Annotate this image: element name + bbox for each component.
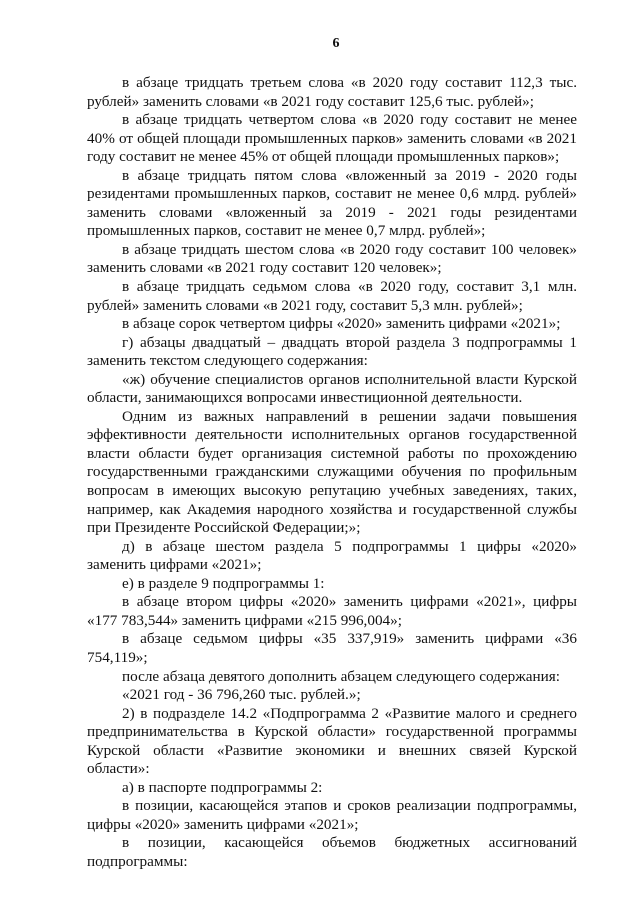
paragraph-1: в абзаце тридцать третьем слова «в 2020 году составит 112,3 тыс. рублей» заменить словами «в 2021 году составит 125,6 тыс. рублей»; bbox=[87, 74, 577, 110]
paragraph-6: в абзаце сорок четвертом цифры «2020» заменить цифрами «2021»; bbox=[122, 315, 561, 333]
paragraph-14: после абзаца девятого дополнить абзацем следующего содержания: bbox=[122, 667, 560, 685]
paragraph-5: в абзаце тридцать седьмом слова «в 2020 году, составит 3,1 млн. рублей» заменить словами «в 2021 году, составит 5,3 млн. рублей»; bbox=[87, 278, 577, 314]
paragraph-11: е) в разделе 9 подпрограммы 1: bbox=[122, 574, 325, 592]
paragraph-3: в абзаце тридцать пятом слова «вложенный за 2019 - 2020 годы резидентами промышленных парков, составит не менее 0,6 млрд. рублей» заменить словами «вложенный за 2019 - 2021 годы резидентами промышленных парков, составит не менее 0,7 млрд. рублей»; bbox=[87, 166, 577, 240]
paragraph-9: Одним из важных направлений в решении задачи повышения эффективности деятельности исполнительных органов государственной власти области будет организация системной работы по прохождению государственными гражданскими служащими обучения по профильным вопросам в имеющих высокую репутацию учебных заведениях, таких, например, как Академия народного хозяйства и государственной службы при Президенте Российской Федерации;»; bbox=[87, 407, 577, 537]
paragraph-16: 2) в подразделе 14.2 «Подпрограмма 2 «Развитие малого и среднего предпринимательства в Курской области» государственной программы Курской области «Развитие экономики и внешних связей Курской области»: bbox=[87, 704, 577, 778]
paragraph-19: в позиции, касающейся объемов бюджетных ассигнований подпрограммы: bbox=[87, 834, 577, 870]
paragraph-8: «ж) обучение специалистов органов исполнительной власти Курской области, занимающихся вопросами инвестиционной деятельности. bbox=[87, 370, 577, 407]
paragraph-7: г) абзацы двадцатый – двадцать второй раздела 3 подпрограммы 1 заменить текстом следующего содержания: bbox=[87, 333, 577, 370]
paragraph-13: в абзаце седьмом цифры «35 337,919» заменить цифрами «36 754,119»; bbox=[87, 630, 577, 666]
paragraph-2: в абзаце тридцать четвертом слова «в 2020 году составит не менее 40% от общей площади промышленных парков» заменить словами «в 2021 году составит не менее 45% от общей площади промышленных парков»; bbox=[87, 111, 577, 166]
page-number: 6 bbox=[332, 36, 340, 51]
paragraph-15: «2021 год - 36 796,260 тыс. рублей.»; bbox=[122, 686, 361, 704]
paragraph-10: д) в абзаце шестом раздела 5 подпрограммы 1 цифры «2020» заменить цифрами «2021»; bbox=[87, 537, 577, 574]
paragraph-4: в абзаце тридцать шестом слова «в 2020 году составит 100 человек» заменить словами «в 2021 году составит 120 человек»; bbox=[87, 240, 577, 277]
paragraph-18: в позиции, касающейся этапов и сроков реализации подпрограммы, цифры «2020» заменить цифрами «2021»; bbox=[87, 797, 577, 833]
paragraph-12: в абзаце втором цифры «2020» заменить цифрами «2021», цифры «177 783,544» заменить цифрами «215 996,004»; bbox=[87, 593, 577, 629]
paragraph-17: а) в паспорте подпрограммы 2: bbox=[122, 778, 323, 796]
